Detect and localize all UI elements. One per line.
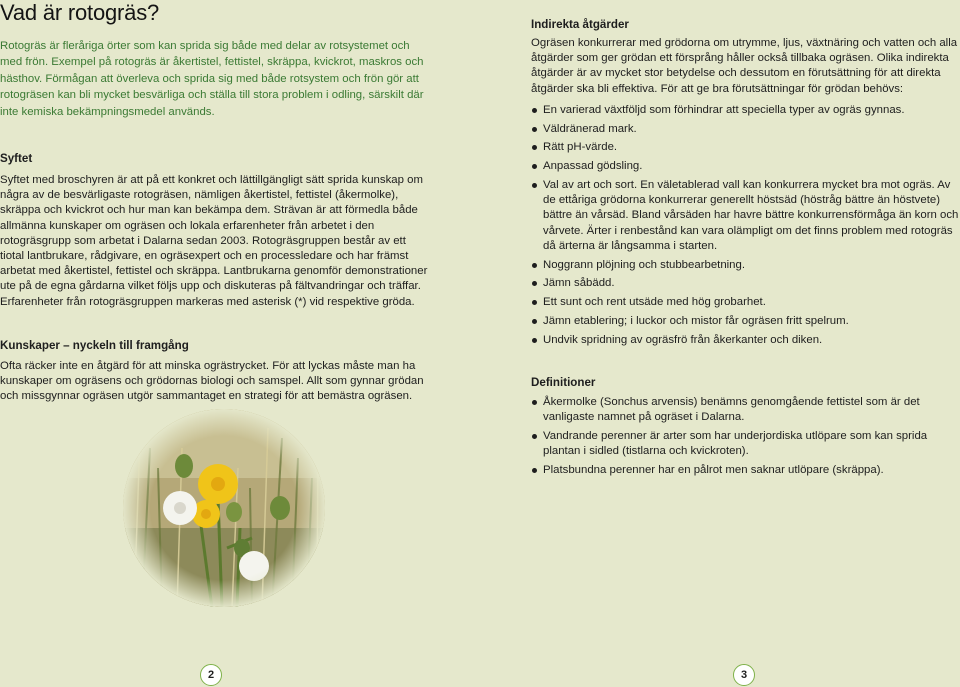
bullet-icon — [532, 468, 537, 473]
right-page — [531, 0, 960, 482]
syftet-section — [0, 151, 428, 310]
bullet-icon — [532, 319, 537, 324]
bullet-icon — [532, 183, 537, 188]
page-number-left: 2 — [200, 664, 222, 686]
list-item: En varierad växtföljd som förhindrar att speciella typer av ogräs gynnas. — [531, 103, 960, 118]
bullet-icon — [532, 434, 537, 439]
list-item: Platsbundna perenner har en pålrot men saknar utlöpare (skräppa). — [531, 463, 960, 478]
indirekta-heading: Indirekta åtgärder — [531, 18, 629, 31]
bullet-icon — [532, 108, 537, 113]
indirekta-paragraph: Ogräsen konkurrerar med grödorna om utrymme, ljus, växtnäring och vatten och alla åtgärder som ger grödan ett försprång håller också tillbaka ogräsen. Olika indirekta åtgärder är av mycket stor betydelse och dessutom en förutsättning för att direkta åtgärder ska bli effektiva. För att ge bra förutsättningar för grödan behövs: — [531, 37, 958, 95]
kunskaper-heading: Kunskaper – nyckeln till framgång — [0, 338, 189, 352]
list-item: Noggrann plöjning och stubbearbetning. — [531, 258, 960, 273]
measures-list — [531, 103, 960, 348]
list-item: Ett sunt och rent utsäde med hög grobarhet. — [531, 295, 960, 310]
syftet-heading: Syftet — [0, 152, 33, 166]
left-page — [0, 0, 428, 404]
indirekta-section — [531, 17, 960, 97]
list-item: Åkermolke (Sonchus arvensis) benämns genomgående fettistel som är det vanligaste namnet på ogräset i Dalarna. — [531, 395, 960, 425]
bullet-icon — [532, 281, 537, 286]
list-item: Jämn etablering; i luckor och mistor får ogräsen fritt spelrum. — [531, 314, 960, 329]
list-item: Anpassad gödsling. — [531, 159, 960, 174]
definitions-list — [531, 395, 960, 478]
list-item: Val av art och sort. En väletablerad vall kan konkurrera mycket bra mot ogräs. Av de ettåriga grödorna konkurrerar generellt höstsäd (höstråg bättre än höstvete) bättre än vårsäd. Bland vårsäden har havre bättre konkurrensförmåga än korn och vårvete. Ärter i renbestånd kan vara olämpligt om det finns problem med rotogräs då ärterna är långsamma i starten. — [531, 178, 960, 254]
bullet-icon — [532, 263, 537, 268]
bullet-icon — [532, 300, 537, 305]
definitioner-heading: Definitioner — [531, 376, 596, 389]
list-item: Undvik spridning av ogräsfrö från åkerkanter och diken. — [531, 333, 960, 348]
syftet-paragraph: Syftet med broschyren är att på ett konkret och lättillgängligt sätt sprida kunskap om några av de besvärligaste rotogräsen, nämligen åkertistel, fettistel (åkermolke), skräppa och kvickrot och hur man kan bekämpa dem. Strävan är att förmedla både allmänna kunskaper om ogräsen och lokala erfarenheter från arbetet i den rotogräsgrupp som arbetat i Dalarna sedan 2003. Rotogräsgruppen består av ett tiotal lantbrukare, rådgivare, en ogräsexpert och en processledare och har främst arbetat med åkertistel, fettistel och skräppa. Lantbrukarna genomför demonstrationer ute på de egna gårdarna vilket följs upp och diskuteras på fältvandringar och träffar. Erfarenheter från rotogräsgruppen markeras med asterisk (*) vid respektive gröda. — [0, 174, 428, 308]
bullet-icon — [532, 127, 537, 132]
list-item: Vandrande perenner är arter som har underjordiska utlöpare som kan sprida plantan i sidled (tistlarna och kvickroten). — [531, 429, 960, 459]
kunskaper-paragraph: Ofta räcker inte en åtgärd för att minska ogrästrycket. För att lyckas måste man ha kunskaper om ogräsens och grödornas biologi och samspel. Allt som gynnar grödan och missgynnar ogräsen utgör sammantaget en strategi för att bemästra ogräsen. — [0, 359, 424, 403]
bullet-icon — [532, 145, 537, 150]
definitioner-section — [531, 375, 960, 478]
thistle-photo — [122, 408, 326, 608]
intro-paragraph: Rotogräs är fleråriga örter som kan sprida sig både med delar av rotsystemet och med frön. Exempel på rotogräs är åkertistel, fettistel, skräppa, kvickrot, maskros och hästhov. Förmågan att överleva och sprida sig med både rotsystem och frön gör att rotogräsen kan bli mycket besvärliga och ställa till stora problem i odling, särskilt där inte kemiska bekämpningsmedel används. — [0, 40, 424, 118]
bullet-icon — [532, 338, 537, 343]
bullet-icon — [532, 400, 537, 405]
kunskaper-section — [0, 338, 428, 405]
page-title: Vad är rotogräs? — [0, 0, 160, 25]
page-number-right: 3 — [733, 664, 755, 686]
list-item: Väldränerad mark. — [531, 122, 960, 137]
list-item: Rätt pH-värde. — [531, 140, 960, 155]
bullet-icon — [532, 164, 537, 169]
list-item: Jämn såbädd. — [531, 276, 960, 291]
